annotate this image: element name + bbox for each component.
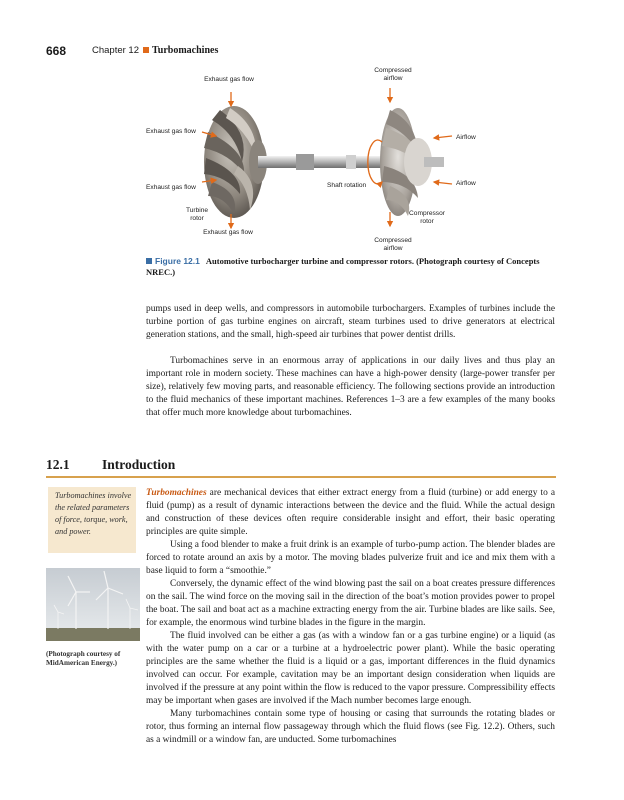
figure-number: Figure 12.1 <box>155 256 200 266</box>
wind-turbine-photo <box>46 568 140 641</box>
section-number: 12.1 <box>46 457 70 472</box>
chapter-label: Chapter 12 <box>92 45 140 56</box>
caption-text: Automotive turbocharger turbine and compressor rotors. (Photograph courtesy of Concepts NREC.) <box>146 256 540 277</box>
turbocharger-photo <box>146 62 556 252</box>
term-turbomachines: Turbomachines <box>146 488 207 498</box>
label-shaft-rotation: Shaft rotation <box>327 182 367 189</box>
section-title: Introduction <box>102 457 176 472</box>
intro-paragraph-1 <box>146 487 555 539</box>
figure-caption <box>146 256 556 278</box>
label-exhaust-top: Exhaust gas flow <box>204 76 254 83</box>
intro-paragraph-2: Using a food blender to make a fruit drink is an example of turbo-pump action. The blender blades are forced to rotate around an axis by a motor. The moving blades pulverize fruit and ice and mix them with a base liquid to form a “smoothie.” <box>146 540 555 576</box>
caption-square-icon <box>146 258 152 264</box>
shaft <box>258 156 398 168</box>
label-compressor-rotor: Compressor rotor <box>409 210 445 225</box>
label-compressed-top: Compressed airflow <box>374 67 412 82</box>
chapter-title: Turbomachines <box>152 45 219 56</box>
section-rule <box>46 476 556 478</box>
paragraph-second: Turbomachines serve in an enormous array of applications in our daily lives and thus play an important role in modern society. These machines can have a high-power density (large-power transfer per size), relatively few moving parts, and reasonable efficiency. The following sections provide an introduction to the fluid mechanics of these important machines. References 1–3 are a few examples of the many books that offer much more knowledge about turbomachines. <box>146 356 555 418</box>
intro-paragraph-5: Many turbomachines contain some type of housing or casing that surrounds the rotating blades or rotor, thus forming an internal flow passageway through which the fluid flows (see Fig. 12.2). Others, such as a windmill or a window fan, are unducted. Some turbomachines <box>146 709 555 745</box>
label-airflow-top: Airflow <box>456 134 476 141</box>
intro-paragraph-1-text: are mechanical devices that either extract energy from a fluid (turbine) or add energy to a fluid (pump) as a result of dynamic interactions between the device and the fluid. While the actual design and construction of these devices often require considerable insight and effort, their basic operating principles are quite simple. <box>146 488 555 537</box>
label-exhaust-left-top: Exhaust gas flow <box>146 128 196 135</box>
intro-paragraph-3: Conversely, the dynamic effect of the wind blowing past the sail on a boat creates pressure differences on the sail. The wind force on the moving sail in the direction of the boat’s motion provides power to propel the boat. The sail and boat act as a machine extracting energy from the air. Turbine blades are like sails. See, for example, the enormous wind turbine blades in the figure in the margin. <box>146 579 555 628</box>
paragraph-lead: pumps used in deep wells, and compressors in automobile turbochargers. Examples of turbines include the turbine portion of gas turbine engines on aircraft, steam turbines used to drive generators at electrical generation stations, and the small, high-speed air turbines that power dentist drills. <box>146 304 555 340</box>
introduction-body <box>146 487 555 747</box>
running-header <box>92 45 218 56</box>
label-exhaust-left-bottom: Exhaust gas flow <box>146 184 196 191</box>
margin-photo-caption: (Photograph courtesy of MidAmerican Energy.) <box>46 650 121 667</box>
label-exhaust-bottom: Exhaust gas flow <box>203 229 253 236</box>
label-airflow-bottom: Airflow <box>456 180 476 187</box>
label-turbine-rotor: Turbine rotor <box>185 207 209 222</box>
label-compressed-bottom: Compressed airflow <box>374 237 412 252</box>
intro-paragraph-4: The fluid involved can be either a gas (as with a window fan or a gas turbine engine) or a liquid (as with the water pump on a car or a turbine at a hydroelectric power plant). While the basic operating principles are the same whether the fluid is a liquid or a gas, important differences in the fluid dynamics involved can occur. For example, cavitation may be an important design consideration when liquids are involved if the pressure at any point within the flow is reduced to the vapor pressure. Compressibility effects may be important when gases are involved if the Mach number becomes large enough. <box>146 631 555 706</box>
margin-note: Turbomachines involve the related parameters of force, torque, work, and power. <box>55 491 132 536</box>
page-number: 668 <box>46 44 67 58</box>
header-square-icon <box>143 47 149 53</box>
